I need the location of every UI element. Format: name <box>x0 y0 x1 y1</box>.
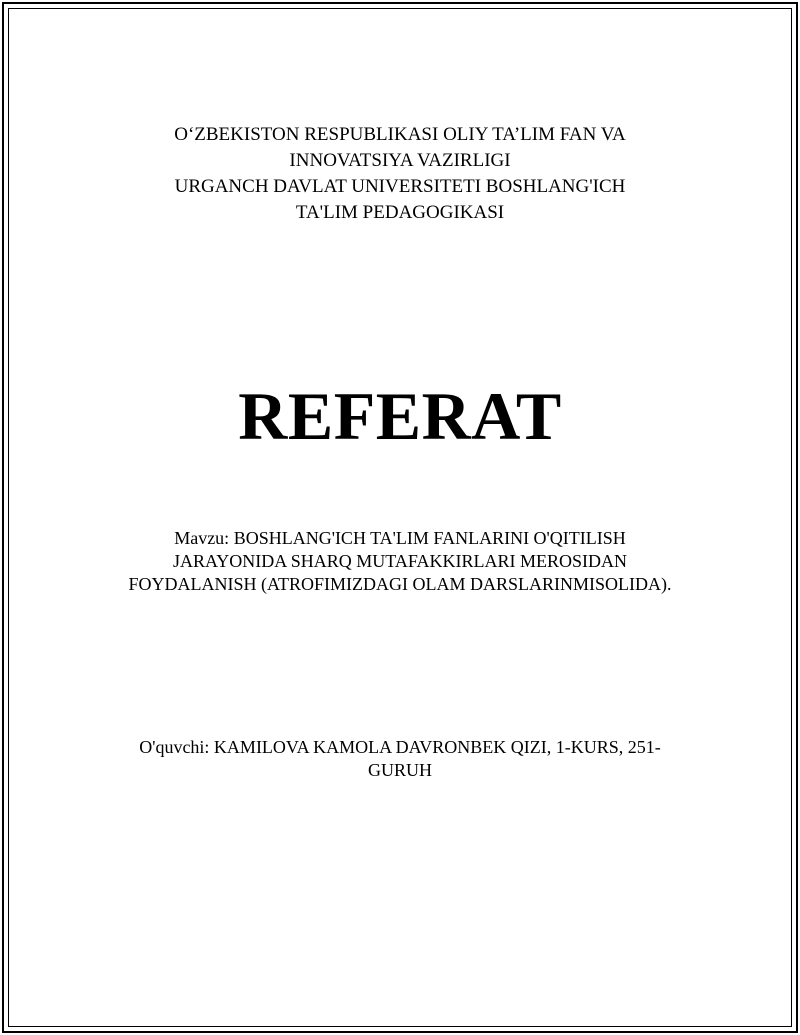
student-line: O'quvchi: KAMILOVA KAMOLA DAVRONBEK QIZI, 1-KURS, 251- <box>139 737 661 757</box>
student-info <box>0 736 800 782</box>
topic-line: FOYDALANISH (ATROFIMIZDAGI OLAM DARSLARINMISOLIDA). <box>128 574 672 594</box>
topic-block <box>0 527 800 596</box>
topic-line: JARAYONIDA SHARQ MUTAFAKKIRLARI MEROSIDAN <box>172 551 628 571</box>
header-line: TA'LIM PEDAGOGIKASI <box>295 202 505 223</box>
student-line: GURUH <box>367 760 432 780</box>
topic-line: Mavzu: BOSHLANG'ICH TA'LIM FANLARINI O'QITILISH <box>174 528 626 548</box>
institution-header <box>0 122 800 226</box>
header-line: URGANCH DAVLAT UNIVERSITETI BOSHLANG'ICH <box>174 176 626 197</box>
header-line: O‘ZBEKISTON RESPUBLIKASI OLIY TA’LIM FAN VA <box>174 124 626 145</box>
document-title: REFERAT <box>238 378 562 454</box>
header-line: INNOVATSIYA VAZIRLIGI <box>289 150 511 171</box>
